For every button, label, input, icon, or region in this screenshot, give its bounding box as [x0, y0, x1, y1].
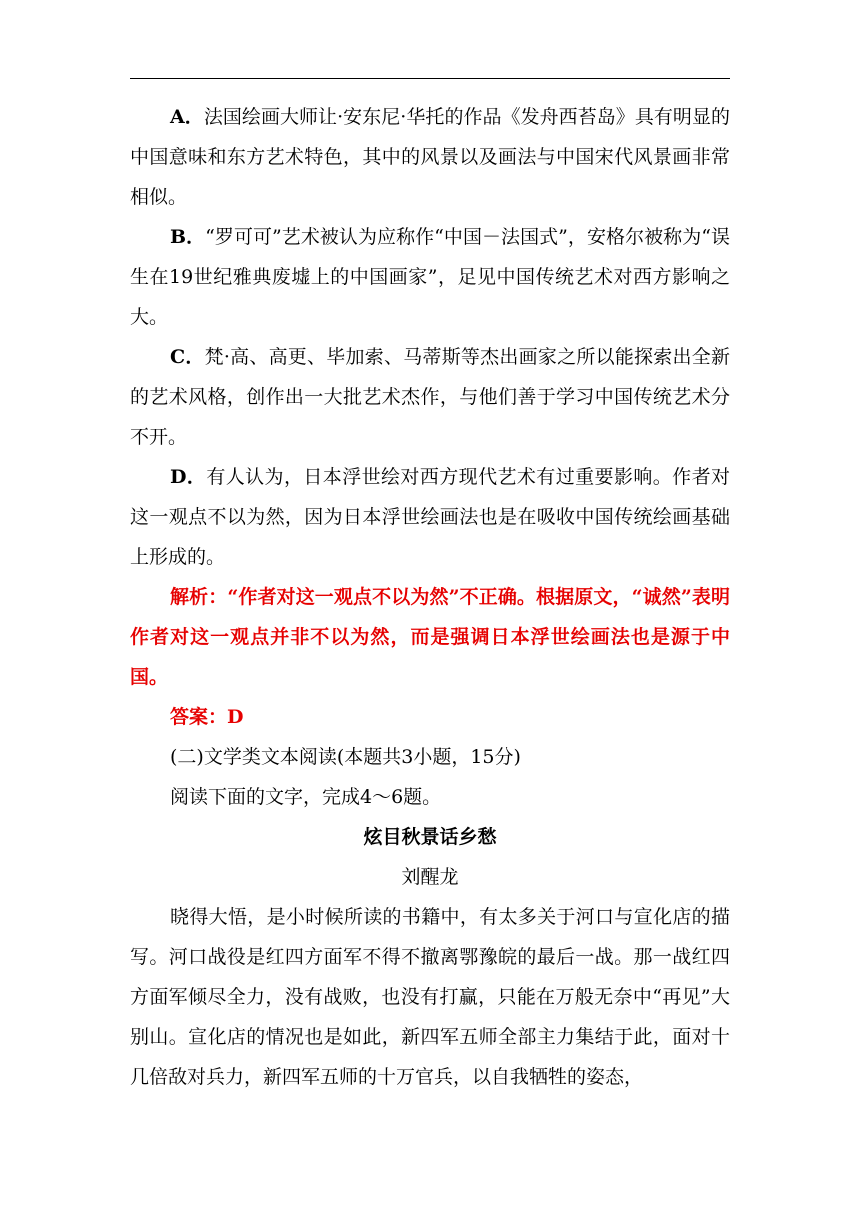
option-d [130, 457, 730, 577]
answer-label: 答案： [170, 706, 228, 728]
option-text: 梵·高、高更、毕加索、马蒂斯等杰出画家之所以能探索出全新的艺术风格，创作出一大批艺术杰作，与他们善于学习中国传统艺术分不开。 [130, 346, 730, 448]
answer [130, 697, 730, 737]
option-a [130, 97, 730, 217]
option-text: 有人认为，日本浮世绘对西方现代艺术有过重要影响。作者对这一观点不以为然，因为日本浮世绘画法也是在吸收中国传统绘画基础上形成的。 [130, 466, 730, 568]
article-body: 晓得大悟，是小时候所读的书籍中，有太多关于河口与宣化店的描写。河口战役是红四方面军不得不撤离鄂豫皖的最后一战。那一战红四方面军倾尽全力，没有战败，也没有打赢，只能在万般无奈中“再见”大别山。宣化店的情况也是如此，新四军五师全部主力集结于此，面对十几倍敌对兵力，新四军五师的十万官兵，以自我牺牲的姿态， [130, 906, 730, 1088]
option-letter: B． [170, 226, 206, 248]
option-text: 法国绘画大师让·安东尼·华托的作品《发舟西苔岛》具有明显的中国意味和东方艺术特色，其中的风景以及画法与中国宋代风景画非常相似。 [130, 106, 730, 208]
option-letter: D． [170, 466, 207, 488]
header-rule [130, 78, 730, 79]
option-text: “罗可可”艺术被认为应称作“中国－法国式”，安格尔被称为“误生在19世纪雅典废墟上的中国画家”，足见中国传统艺术对西方影响之大。 [130, 226, 730, 328]
page-content [130, 97, 730, 1097]
option-letter: A． [170, 106, 204, 128]
analysis [130, 577, 730, 697]
analysis-text: “作者对这一观点不以为然”不正确。根据原文，“诚然”表明作者对这一观点并非不以为然，而是强调日本浮世绘画法也是源于中国。 [130, 586, 730, 688]
option-b [130, 217, 730, 337]
article-author: 刘醒龙 [401, 866, 459, 888]
article-title: 炫目秋景话乡愁 [363, 826, 497, 848]
answer-value: D [227, 706, 244, 728]
option-letter: C． [170, 346, 205, 368]
option-c [130, 337, 730, 457]
analysis-label: 解析： [170, 586, 228, 608]
section-instruction: 阅读下面的文字，完成4～6题。 [170, 786, 442, 808]
section-heading: (二)文学类文本阅读(本题共3小题，15分) [170, 746, 521, 768]
